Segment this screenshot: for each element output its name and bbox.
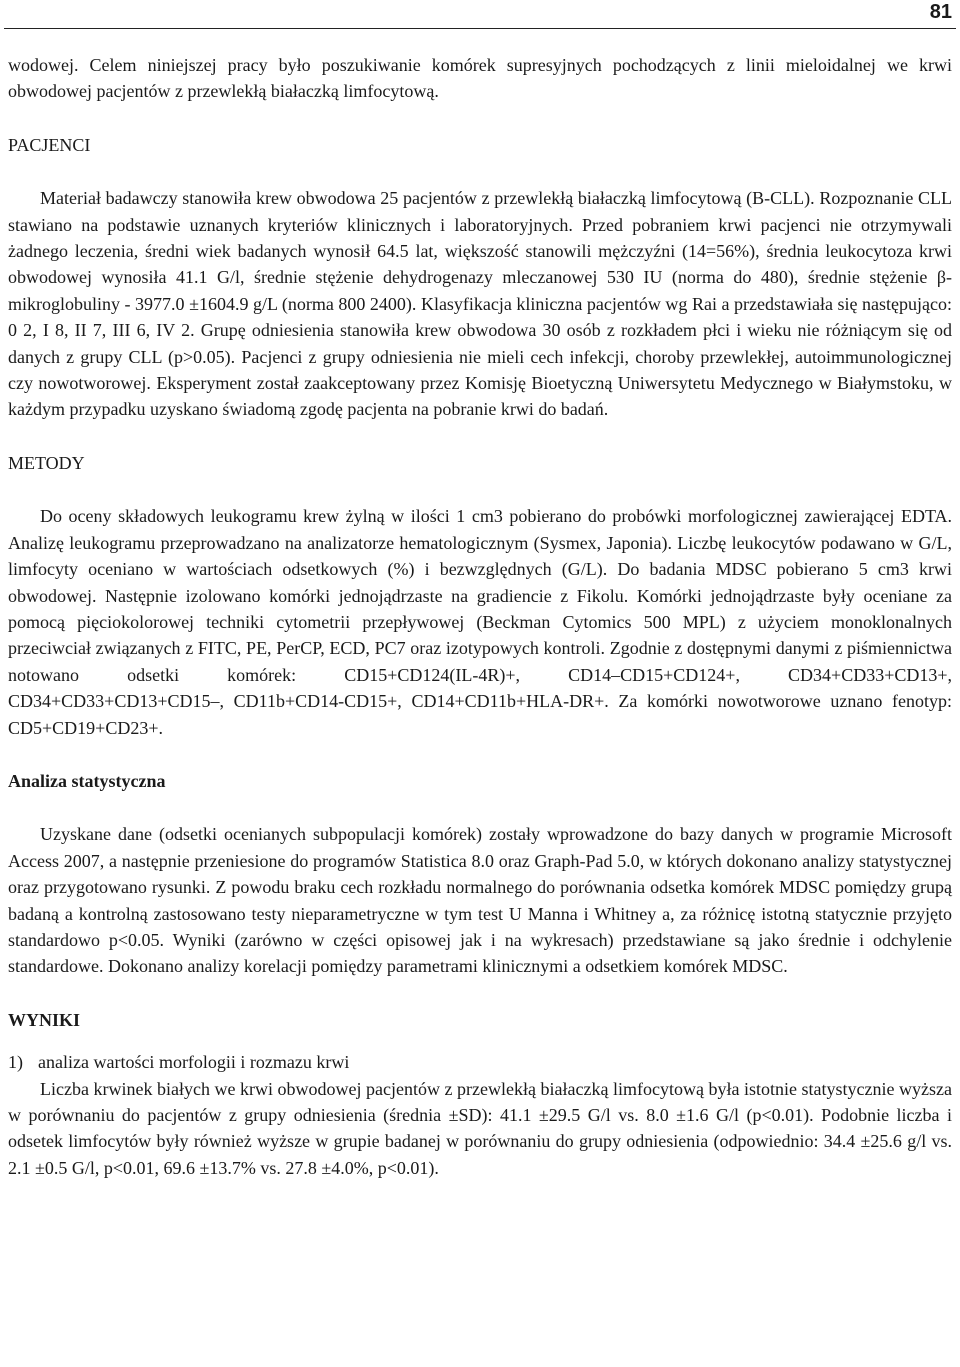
header-rule xyxy=(4,28,956,29)
section-heading-pacjenci: PACJENCI xyxy=(8,134,91,155)
metody-paragraph: Do oceny składowych leukogramu krew żylną w ilości 1 cm3 pobierano do probówki morfologicznej zawierającej EDTA. Analizę leukogramu przeprowadzano na analizatorze hematologicznym (Sysmex, Japonia). Liczbę leukocytów podawano w G/L, limfocyty oceniano w wartościach odsetkowych (%) i bezwzględnych (G/L). Do badania MDSC pobierano 5 cm3 krwi obwodowej. Następnie izolowano komórki jednojądrzaste na gradiencie z Fikolu. Komórki jednojądrzaste były oceniane za pomocą pięciokolorowej techniki cytometrii przepływowej (Beckman Cytomics 500 MPL) z użyciem monoklonalnych przeciwciał związanych z FITC, PE, PerCP, ECD, PC7 oraz izotypowych kontroli. Zgodnie z dostępnymi danymi z piśmiennictwa notowano odsetki komórek: CD15+CD124(IL-4R)+, CD14–CD15+CD124+, CD34+CD33+CD13+, CD34+CD33+CD13+CD15–, CD11b+CD14-CD15+, CD14+CD11b+HLA-DR+. Za komórki nowotworowe uznano fenotyp: CD5+CD19+CD23+. xyxy=(8,506,952,738)
list-number: 1) xyxy=(8,1052,23,1073)
article-body xyxy=(8,52,952,1181)
list-item-text: analiza wartości morfologii i rozmazu krwi xyxy=(38,1052,350,1073)
section-heading-analiza: Analiza statystyczna xyxy=(8,770,166,791)
pacjenci-paragraph: Materiał badawczy stanowiła krew obwodowa 25 pacjentów z przewlekłą białaczką limfocytową (B-CLL). Rozpoznanie CLL stawiano na podstawie uznanych kryteriów klinicznych i laboratoryjnych. Przed pobraniem krwi pacjenci nie otrzymywali żadnego leczenia, średni wiek badanych wynosił 64.5 lat, większość stanowili mężczyźni (14=56%), średnia leukocytoza krwi obwodowej wynosiła 41.1 G/l, średnie stężenie dehydrogenazy mleczanowej 530 IU (norma do 480), średnie stężenie β-mikroglobuliny - 3977.0 ±1604.9 g/L (norma 800 2400). Klasyfikacja kliniczna pacjentów wg Rai a przedstawiała się następująco: 0 2, I 8, II 7, III 6, IV 2. Grupę odniesienia stanowiła krew obwodowa 30 osób z rozkładem płci i wieku nie różniącym się od danych z grupy CLL (p>0.05). Pacjenci z grupy odniesienia nie mieli cech infekcji, choroby przewlekłej, autoimmunologicznej czy nowotworowej. Eksperyment został zaakceptowany przez Komisję Bioetyczną Uniwersytetu Medycznego w Białymstoku, w każdym przypadku uzyskano świadomą zgodę pacjenta na pobranie krwi do badań. xyxy=(8,188,952,420)
page-number: 81 xyxy=(929,1,952,23)
results-list-item xyxy=(8,1049,952,1075)
wyniki-paragraph: Liczba krwinek białych we krwi obwodowej pacjentów z przewlekłą białaczką limfocytową była istotnie statystycznie wyższa w porównaniu do pacjentów z grupy odniesienia (średnia ±SD): 41.1 ±29.5 G/l vs. 8.0 ±1.6 G/l (p<0.01). Podobnie liczba i odsetek limfocytów były również wyższe w grupie badanej w porównaniu do grupy odniesienia (odpowiednio: 34.4 ±25.6 g/l vs. 2.1 ±0.5 G/l, p<0.01, 69.6 ±13.7% vs. 27.8 ±4.0%, p<0.01). xyxy=(8,1078,952,1178)
section-heading-metody: METODY xyxy=(8,452,85,473)
analiza-paragraph: Uzyskane dane (odsetki ocenianych subpopulacji komórek) zostały wprowadzone do bazy danych w programie Microsoft Access 2007, a następnie przeniesione do programów Statistica 8.0 oraz Graph-Pad 5.0, w których dokonano analizy statystycznej oraz przygotowano rysunki. Z powodu braku cech rozkładu normalnego do porównania odsetka komórek MDSC pomiędzy grupą badaną a kontrolną zastosowano testy nieparametryczne w tym test U Manna i Whitney a, za różnicę istotną statycznie przyjęto standardowo p<0.05. Wyniki (zarówno w części opisowej jak i na wykresach) przedstawiane są jako średnie i odchylenie standardowe. Dokonano analizy korelacji pomiędzy parametrami klinicznymi a odsetkiem komórek MDSC. xyxy=(8,824,952,977)
intro-paragraph: wodowej. Celem niniejszej pracy było poszukiwanie komórek supresyjnych pochodzących z linii mieloidalnej we krwi obwodowej pacjentów z przewlekłą białaczką limfocytową. xyxy=(8,55,952,102)
section-heading-wyniki: WYNIKI xyxy=(8,1009,81,1030)
